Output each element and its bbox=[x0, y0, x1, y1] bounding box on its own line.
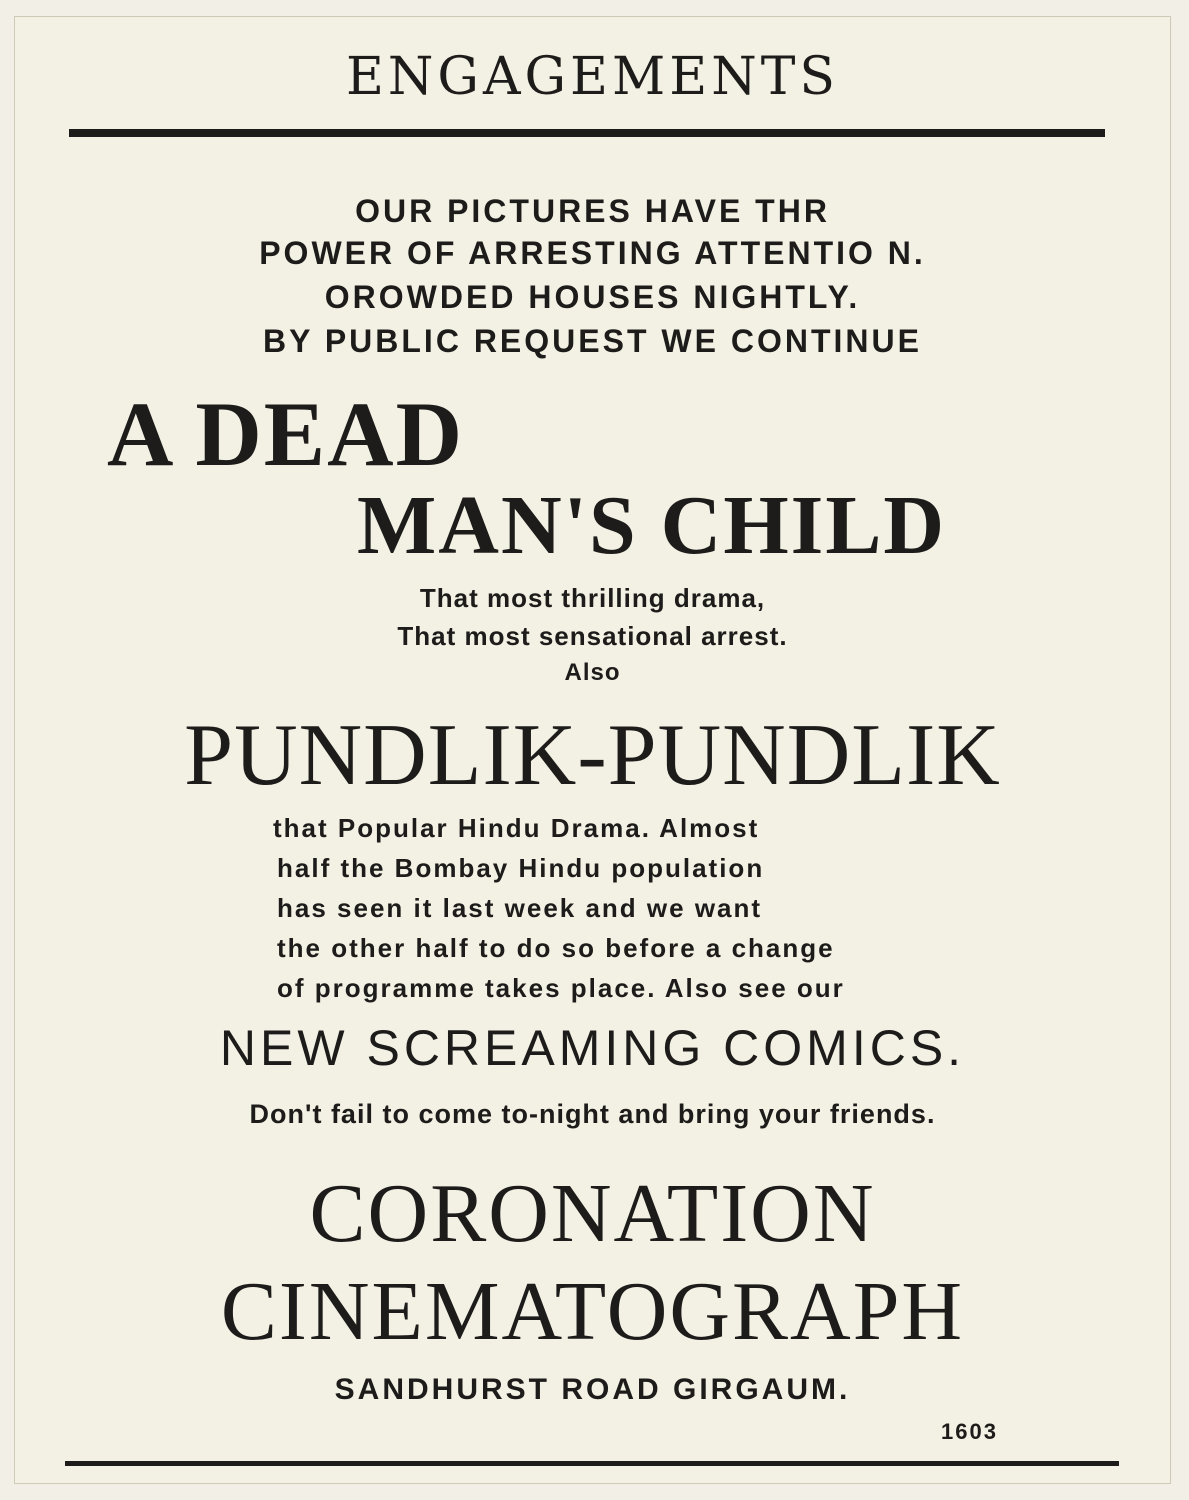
venue-name-line1: CORONATION bbox=[309, 1167, 876, 1260]
feature2-title: PUNDLIK-PUNDLIK bbox=[184, 707, 1001, 804]
reference-number: 1603 bbox=[941, 1419, 998, 1444]
intro-line: BY PUBLIC REQUEST WE CONTINUE bbox=[263, 323, 922, 359]
feature2-desc: has seen it last week and we want bbox=[277, 893, 763, 923]
feature2-desc: the other half to do so before a change bbox=[277, 933, 835, 963]
feature2-desc: half the Bombay Hindu population bbox=[277, 853, 765, 883]
feature2-desc: of programme takes place. Also see our bbox=[277, 973, 845, 1003]
intro-line: POWER OF ARRESTING ATTENTIO N. bbox=[259, 235, 926, 271]
feature2-desc: that Popular Hindu Drama. Almost bbox=[273, 813, 760, 843]
feature1-desc: That most thrilling drama, bbox=[419, 583, 766, 613]
top-rule bbox=[69, 129, 1105, 137]
venue-address: SANDHURST ROAD GIRGAUM. bbox=[334, 1373, 851, 1406]
bottom-rule bbox=[65, 1461, 1119, 1466]
intro-line: OROWDED HOUSES NIGHTLY. bbox=[324, 279, 861, 315]
advertisement-page bbox=[14, 16, 1171, 1484]
also-label: Also bbox=[564, 659, 621, 686]
comics-heading: NEW SCREAMING COMICS. bbox=[219, 1020, 966, 1076]
intro-line: OUR PICTURES HAVE THR bbox=[355, 193, 830, 229]
feature1-desc: That most sensational arrest. bbox=[397, 621, 788, 651]
feature1-title-line1: A DEAD bbox=[107, 383, 465, 485]
page-title: ENGAGEMENTS bbox=[345, 47, 840, 107]
venue-name-line2: CINEMATOGRAPH bbox=[220, 1265, 965, 1358]
invite-text: Don't fail to come to-night and bring your friends. bbox=[249, 1099, 936, 1129]
feature1-title-line2: MAN'S CHILD bbox=[357, 479, 947, 572]
